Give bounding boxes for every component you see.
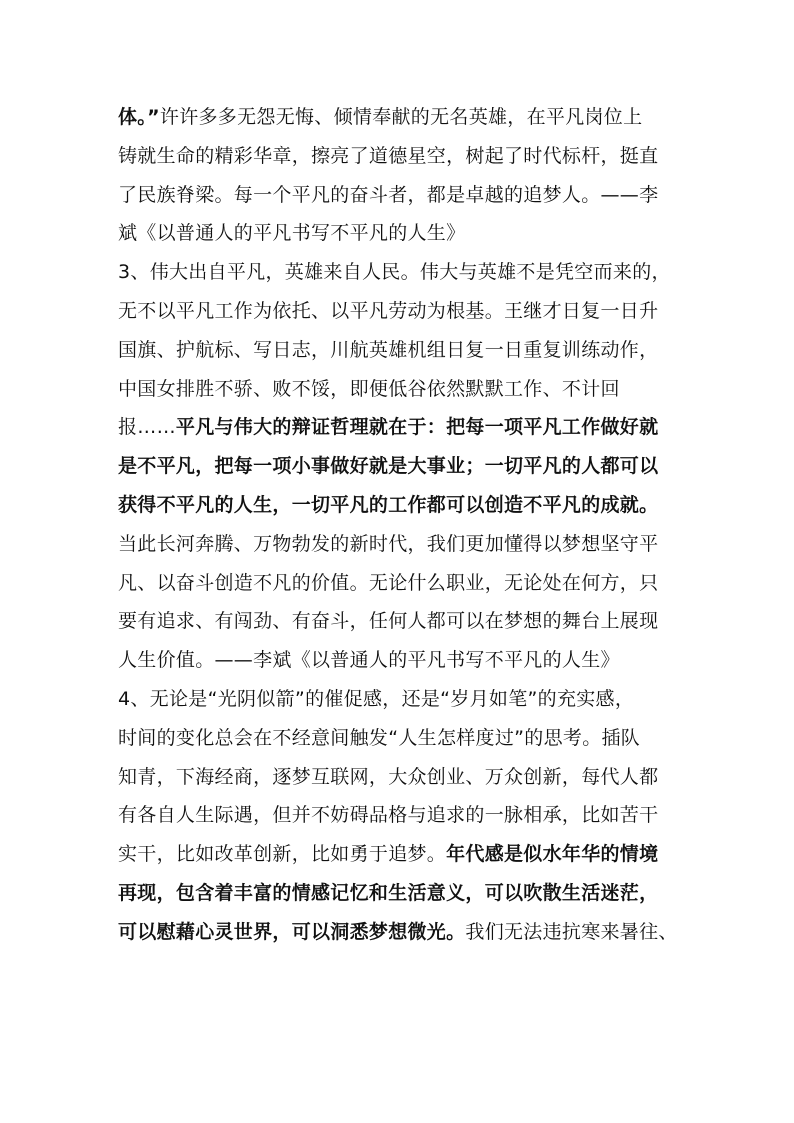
document-body bbox=[118, 98, 684, 952]
text-line bbox=[118, 370, 684, 409]
text-run: 许许多多无怨无悔、倾情奉献的无名英雄，在平凡岗位上 bbox=[159, 106, 643, 128]
text-run: 当此长河奔腾、万物勃发的新时代，我们更加懂得以梦想坚守平 bbox=[118, 532, 659, 555]
text-line bbox=[118, 680, 684, 719]
bold-text-run: 年代感是似水年华的情境 bbox=[446, 843, 659, 866]
text-run: 斌《以普通人的平凡书写不平凡的人生》 bbox=[118, 222, 466, 245]
text-line bbox=[118, 137, 684, 176]
bold-text-run: 可以慰藉心灵世界，可以洞悉梦想微光。 bbox=[118, 920, 466, 943]
text-run: 了民族脊梁。每一个平凡的奋斗者，都是卓越的追梦人。——李 bbox=[118, 183, 659, 206]
text-run: 人生价值。——李斌《以普通人的平凡书写不平凡的人生》 bbox=[118, 649, 620, 672]
text-run: 凡、以奋斗创造不凡的价值。无论什么职业，无论处在何方，只 bbox=[118, 571, 659, 594]
text-line bbox=[118, 913, 684, 952]
text-line bbox=[118, 331, 684, 370]
text-line bbox=[118, 719, 684, 758]
text-line bbox=[118, 796, 684, 835]
text-run: 铸就生命的精彩华章，擦亮了道德星空，树起了时代标杆，挺直 bbox=[118, 144, 659, 167]
text-run: 实干，比如改革创新，比如勇于追梦。 bbox=[118, 843, 447, 866]
text-run: 中国女排胜不骄、败不馁，即便低谷依然默默工作、不计回 bbox=[118, 377, 620, 400]
text-line bbox=[118, 758, 684, 797]
text-line bbox=[118, 835, 684, 874]
text-run: 时间的变化总会在不经意间触发“人生怎样度过”的思考。插队 bbox=[118, 726, 641, 749]
text-line bbox=[118, 98, 684, 137]
text-line bbox=[118, 486, 684, 525]
text-line bbox=[118, 408, 684, 447]
text-line bbox=[118, 447, 684, 486]
bold-text-run: 体。” bbox=[118, 106, 160, 128]
text-line bbox=[118, 602, 684, 641]
text-line bbox=[118, 214, 684, 253]
text-run: 4、无论是“光阴似箭”的催促感，还是“岁月如笔”的充实感， bbox=[118, 687, 635, 710]
text-line bbox=[118, 176, 684, 215]
text-run: 知青，下海经商，逐梦互联网，大众创业、万众创新，每代人都 bbox=[118, 765, 659, 788]
text-run: 我们无法违抗寒来暑往、 bbox=[465, 920, 678, 943]
text-run: 有各自人生际遇，但并不妨碍品格与追求的一脉相承，比如苦干 bbox=[118, 804, 659, 827]
text-line bbox=[118, 641, 684, 680]
bold-text-run: 是不平凡，把每一项小事做好就是大事业；一切平凡的人都可以 bbox=[118, 455, 659, 478]
text-run: 国旗、护航标、写日志，川航英雄机组日复一日重复训练动作， bbox=[118, 338, 659, 361]
bold-text-run: 平凡与伟大的辩证哲理就在于：把每一项平凡工作做好就 bbox=[175, 416, 659, 439]
text-run: 无不以平凡工作为依托、以平凡劳动为根基。王继才日复一日升 bbox=[118, 299, 659, 322]
text-line bbox=[118, 874, 684, 913]
text-run: 3、伟大出自平凡，英雄来自人民。伟大与英雄不是凭空而来的， bbox=[118, 261, 671, 284]
bold-text-run: 再现，包含着丰富的情感记忆和生活意义，可以吹散生活迷茫， bbox=[118, 881, 659, 904]
text-line bbox=[118, 253, 684, 292]
bold-text-run: 获得不平凡的人生，一切平凡的工作都可以创造不平凡的成就。 bbox=[118, 493, 659, 516]
text-line bbox=[118, 292, 684, 331]
text-run: 报…… bbox=[118, 416, 176, 439]
text-line bbox=[118, 525, 684, 564]
text-run: 要有追求、有闯劲、有奋斗，任何人都可以在梦想的舞台上展现 bbox=[118, 610, 659, 633]
text-line bbox=[118, 564, 684, 603]
